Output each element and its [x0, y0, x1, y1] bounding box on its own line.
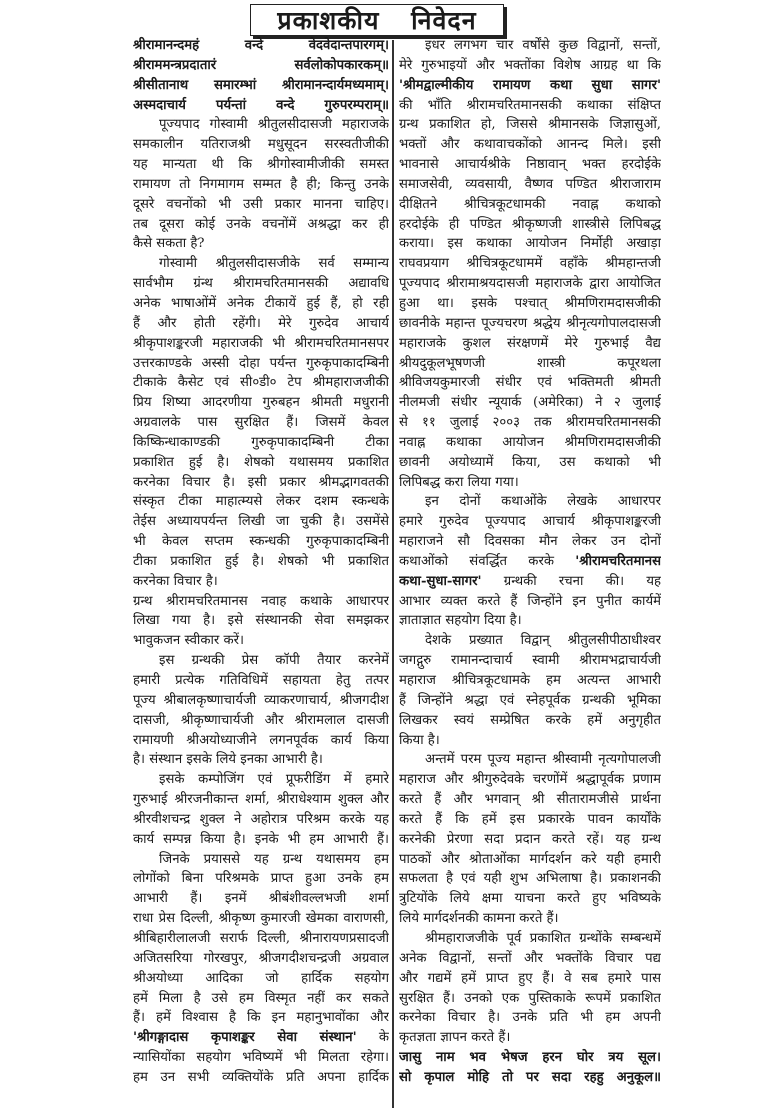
text-line: न्यासियोंका सहयोग भविष्यमें भी मिलता रहेगा। — [133, 1050, 389, 1066]
text-line: लिपिबद्ध करा लिया गया। — [399, 474, 519, 490]
text-line: गोस्वामी श्रीतुलसीदासजीके सर्व सम्मान्य — [159, 256, 389, 272]
text-line: जासु नाम भव भेषज हरन घोर त्रय सूल। — [399, 1050, 661, 1066]
text-line: श्रीकृपाशङ्करजी महाराजकी भी श्रीरामचरितमानसपर — [133, 335, 389, 351]
text-line: टीकाके कैसेट एवं सी०डी० टेप श्रीमहाराजजीकी — [133, 375, 389, 391]
text-line — [399, 552, 661, 572]
right-column — [399, 36, 661, 1088]
text-line: अनेक भाषाओंमें अनेक टीकायें हुई हैं, हो रही — [133, 295, 389, 311]
text-line: टीका प्रकाशित हुई है। शेषको भी प्रकाशित — [133, 553, 389, 569]
text-line: संस्कृत टीका माहात्म्यसे लेकर दशम स्कन्धके — [133, 494, 389, 510]
text-line: लिखकर स्वयं सम्प्रेषित करके हमें अनुगृहीत — [399, 712, 661, 728]
text-line: रामायण तो निगमागम सम्मत है ही; किन्तु उनके — [133, 176, 389, 192]
text-line: करनेका विचार है। उनके प्रति भी हम अपनी — [399, 1010, 661, 1026]
text-line: देशके प्रख्यात विद्वान् श्रीतुलसीपीठाधीश्वर — [425, 633, 661, 649]
text-line: की भाँति श्रीरामचरितमानसकी कथाका संक्षिप्त — [399, 97, 661, 113]
text-line: गुरुभाई श्रीरजनीकान्त शर्मा, श्रीराधेश्याम शुक्ल और — [133, 792, 389, 808]
text-line: करनेका विचार है। इसी प्रकार श्रीमद्भागवतकी — [133, 474, 389, 490]
text-line: पूज्यपाद श्रीरामाश्रयदासजी महाराजके द्वारा आयोजित — [399, 276, 661, 292]
text-line: भावुकजन स्वीकार करें। — [133, 633, 244, 649]
text-line: महाराजके कुशल संरक्षणमें मेरे गुरुभाई वैद्य — [399, 335, 661, 351]
left-column — [133, 36, 389, 1088]
text-line: दूसरे वचनोंको भी उसी प्रकार मानना चाहिए। — [133, 196, 389, 212]
text-line: कैसे सकता है? — [133, 236, 205, 252]
text-line: से ११ जुलाई २००३ तक श्रीरामचरितमानसकी — [399, 415, 661, 431]
text-line: करते हैं कि हमें इस प्रकारके पावन कार्योंके — [399, 811, 661, 827]
text-line — [133, 1028, 389, 1048]
text-line: ज्ञाताज्ञात सहयोग दिया है। — [399, 613, 522, 629]
text-line: जगद्गुरु रामानन्दाचार्य स्वामी श्रीरामभद्राचार्यजी — [399, 653, 661, 669]
text-line: श्रीमहाराजजीके पूर्व प्रकाशित ग्रन्थोंके सम्बन्धमें — [425, 930, 661, 946]
text-line: भी केवल सप्तम स्कन्धकी गुरुकृपाकादम्बिनी — [133, 534, 389, 550]
bold-title-text: 'श्रीरामचरितमानस — [575, 553, 661, 569]
text-line: जिनके प्रयाससे यह ग्रन्थ यथासमय हम — [159, 851, 389, 867]
bold-title-text: कथा-सुधा-सागर' — [399, 573, 482, 589]
text-segment: के — [356, 1030, 389, 1046]
text-line: महाराजने सौ दिवसका मौन लेकर उन दोनों — [399, 534, 661, 550]
text-line: हमारे गुरुदेव पूज्यपाद आचार्य श्रीकृपाशङ्करजी — [399, 514, 661, 530]
text-line: श्रीसीतानाथ समारम्भां श्रीरामानन्दार्यमध्यमाम्। — [133, 77, 389, 93]
text-line: इधर लगभग चार वर्षोंसे कुछ विद्वानों, सन्तों, — [425, 38, 661, 53]
text-line: हरदोईके ही पण्डित श्रीकृष्णजी शास्त्रीसे लिपिबद्ध — [399, 216, 661, 232]
text-line: प्रिय शिष्या आदरणीया गुरुबहन श्रीमती मधुरानी — [133, 395, 389, 411]
text-line: अजितसरिया गोरखपुर, श्रीजगदीशचन्द्रजी अग्रवाल — [133, 950, 389, 966]
text-line: पाठकों और श्रोताओंका मार्गदर्शन करे यही हमारी — [399, 851, 661, 867]
text-line: समकालीन यतिराजश्री मधुसूदन सरस्वतीजीकी — [133, 137, 389, 153]
text-line: करनेकी प्रेरणा सदा प्रदान करते रहें। यह ग्रन्थ — [399, 831, 661, 847]
text-line: और गद्यमें हमें प्राप्त हुए हैं। वे सब हमारे पास — [399, 970, 661, 986]
text-line: हुआ था। इसके पश्चात् श्रीमणिरामदासजीकी — [399, 295, 661, 311]
text-line: ग्रन्थ प्रकाशित हो, जिससे श्रीमानसके जिज्ञासुओं, — [399, 117, 661, 133]
text-line: अन्तमें परम पूज्य महान्त श्रीस्वामी नृत्यगोपालजी — [425, 752, 661, 768]
text-line: है। संस्थान इसके लिये इनका आभारी है। — [133, 752, 323, 768]
text-line: कार्य सम्पन्न किया है। इनके भी हम आभारी हैं। — [133, 831, 389, 847]
text-line — [399, 572, 661, 592]
text-line: अग्रवालके पास सुरक्षित हैं। जिसमें केवल — [133, 415, 389, 431]
text-line: ग्रन्थ श्रीरामचरितमानस नवाह कथाके आधारपर — [133, 593, 389, 609]
text-segment: कथाओंको संवर्द्धित करके — [399, 553, 576, 569]
text-line: श्रीबिहारीलालजी सरार्फ दिल्ली, श्रीनारायणप्रसादजी — [133, 930, 389, 946]
text-line: आभार व्यक्त करते हैं जिन्होंने इन पुनीत कार्यमें — [399, 593, 661, 609]
text-line: छावनीके महान्त पूज्यचरण श्रद्धेय श्रीनृत्यगोपालदासजी — [399, 315, 661, 331]
text-line: महाराज और श्रीगुरुदेवके चरणोंमें श्रद्धापूर्वक प्रणाम — [399, 772, 661, 788]
text-line: दीक्षितने श्रीचित्रकूटधामकी नवाह्न कथाको — [399, 196, 661, 212]
text-line: लिये मार्गदर्शनकी कामना करते हैं। — [399, 911, 559, 927]
text-line: त्रुटियोंके लिये क्षमा याचना करते हुए भविष्यके — [399, 891, 661, 907]
text-line: श्रीरवीशचन्द्र शुक्ल ने अहोरात्र परिश्रम करके यह — [133, 811, 389, 827]
text-line: सार्वभौम ग्रंन्थ श्रीरामचरितमानसकी अद्यावधि — [133, 276, 389, 292]
text-line: सफलता है एवं यही शुभ अभिलाषा है। प्रकाशनकी — [399, 871, 661, 887]
text-line: कराया। इस कथाका आयोजन निर्मोही अखाड़ा — [399, 236, 661, 252]
text-line: किया है। — [399, 732, 440, 748]
text-line: किष्किन्धाकाण्डकी गुरुकृपाकादम्बिनी टीका — [133, 434, 389, 450]
text-line: इसके कम्पोजिंग एवं प्रूफरीडिंग में हमारे — [159, 772, 389, 788]
text-line: हैं। हमें विश्वास है कि इन महानुभावोंका और — [133, 1010, 389, 1026]
text-line: सुरक्षित हैं। उनको एक पुस्तिकाके रूपमें प्रकाशित — [399, 990, 661, 1006]
text-line: श्रीराममन्त्रप्रदातारं सर्वलोकोपकारकम्॥ — [133, 57, 389, 73]
text-line: लिखा गया है। इसे संस्थानकी सेवा समझकर — [133, 613, 389, 629]
text-line: हमारी प्रत्येक गतिविधिमें सहायता हेतु तत्पर — [133, 673, 389, 688]
text-line: मेरे गुरुभाइयों और भक्तोंका विशेष आग्रह था कि — [399, 57, 661, 73]
page-title-box — [250, 4, 504, 36]
text-line: हैं जिन्होंने श्रद्धा एवं स्नेहपूर्वक ग्रन्थकी भूमिका — [399, 692, 661, 708]
text-line: हम उन सभी व्यक्तियोंके प्रति अपना हार्दिक — [133, 1069, 389, 1085]
text-line: इस ग्रन्थकी प्रेस कॉपी तैयार करनेमें — [159, 653, 389, 669]
text-line: हमें मिला है उसे हम विस्मृत नहीं कर सकते — [133, 990, 389, 1006]
text-line: श्रीअयोध्या आदिका जो हार्दिक सहयोग — [133, 970, 389, 986]
text-line: छावनी अयोध्यामें किया, उस कथाको भी — [399, 454, 661, 470]
text-line: करनेका विचार है। — [133, 573, 218, 589]
text-line: इन दोनों कथाओंके लेखके आधारपर — [425, 494, 661, 510]
text-line: करते हैं और भगवान् श्री सीतारामजीसे प्रार्थना — [399, 792, 661, 808]
text-line: पूज्यपाद गोस्वामी श्रीतुलसीदासजी महाराजके — [159, 117, 389, 133]
text-line: 'श्रीमद्वाल्मीकीय रामायण कथा सुधा सागर' — [399, 77, 661, 93]
text-line: श्रीरामानन्दमहं वन्दे वेदवेदान्तपारगम्। — [133, 38, 389, 53]
text-line: नीलमजी संधीर न्यूयार्क (अमेरिका) ने २ जुलाई — [399, 395, 661, 411]
text-line: भावनासे आचार्यश्रीके निष्ठावान् भक्त हरदोईके — [399, 157, 661, 173]
text-line: प्रकाशित हुई है। शेषको यथासमय प्रकाशित — [133, 454, 389, 470]
text-line: समाजसेवी, व्यवसायी, वैष्णव पण्डित श्रीराजाराम — [399, 176, 661, 192]
text-line: श्रीविजयकुमारजी संधीर एवं भक्तिमती श्रीमती — [399, 375, 661, 391]
text-line: राधा प्रेस दिल्ली, श्रीकृष्ण कुमारजी खेमका वाराणसी, — [133, 911, 389, 927]
text-line: कृतज्ञता ज्ञापन करते हैं। — [399, 1030, 511, 1046]
column-divider — [392, 40, 394, 1108]
text-line: महाराज श्रीचित्रकूटधामके हम अत्यन्त आभारी — [399, 673, 661, 688]
text-line: सो कृपाल मोहि तो पर सदा रहहु अनुकूल॥ — [399, 1069, 661, 1085]
text-line: राघवप्रयाग श्रीचित्रकूटधाममें वहाँके श्रीमहान्तजी — [399, 256, 661, 272]
text-line: उत्तरकाण्डके अस्सी दोहा पर्यन्त गुरुकृपाकादम्बिनी — [133, 355, 389, 371]
text-line: रामायणी श्रीअयोध्याजीने लगनपूर्वक कार्य किया — [133, 732, 389, 748]
text-line: आभारी हैं। इनमें श्रीबंशीवल्लभजी शर्मा — [133, 891, 389, 907]
text-line: अनेक विद्वानों, सन्तों और भक्तोंके विचार पद्य — [399, 950, 661, 966]
text-line: भक्तों और कथावाचकोंको आनन्द मिले। इसी — [399, 137, 661, 153]
text-line: तब दूसरा कोई उनके वचनोंमें अश्रद्धा कर ही — [133, 216, 389, 232]
text-line: अस्मदाचार्य पर्यन्तां वन्दे गुरुपरम्पराम्॥ — [133, 97, 389, 113]
text-line: तेईस अध्यायपर्यन्त लिखी जा चुकी है। उसमेंसे — [133, 514, 389, 530]
text-segment: ग्रन्थकी रचना की। यह — [481, 573, 661, 589]
text-line: श्रीयदुकूलभूषणजी शास्त्री कपूरथला — [399, 355, 661, 371]
text-line: नवाह्न कथाका आयोजन श्रीमणिरामदासजीकी — [399, 434, 661, 450]
text-line: दासजी, श्रीकृष्णाचार्यजी और श्रीरामलाल दासजी — [133, 712, 389, 728]
bold-title-text: 'श्रीगङ्गादास कृपाशङ्कर सेवा संस्थान' — [133, 1030, 357, 1046]
text-line: लोगोंको बिना परिश्रमके प्राप्त हुआ उनके हम — [133, 871, 389, 887]
page-title: प्रकाशकीय निवेदन — [277, 6, 477, 35]
text-line: हैं और होती रहेंगी। मेरे गुरुदेव आचार्य — [133, 315, 389, 331]
text-line: पूज्य श्रीबालकृष्णाचार्यजी व्याकरणाचार्य, श्रीजगदीश — [133, 692, 389, 708]
text-line: यह मान्यता थी कि श्रीगोस्वामीजीकी समस्त — [133, 157, 389, 173]
